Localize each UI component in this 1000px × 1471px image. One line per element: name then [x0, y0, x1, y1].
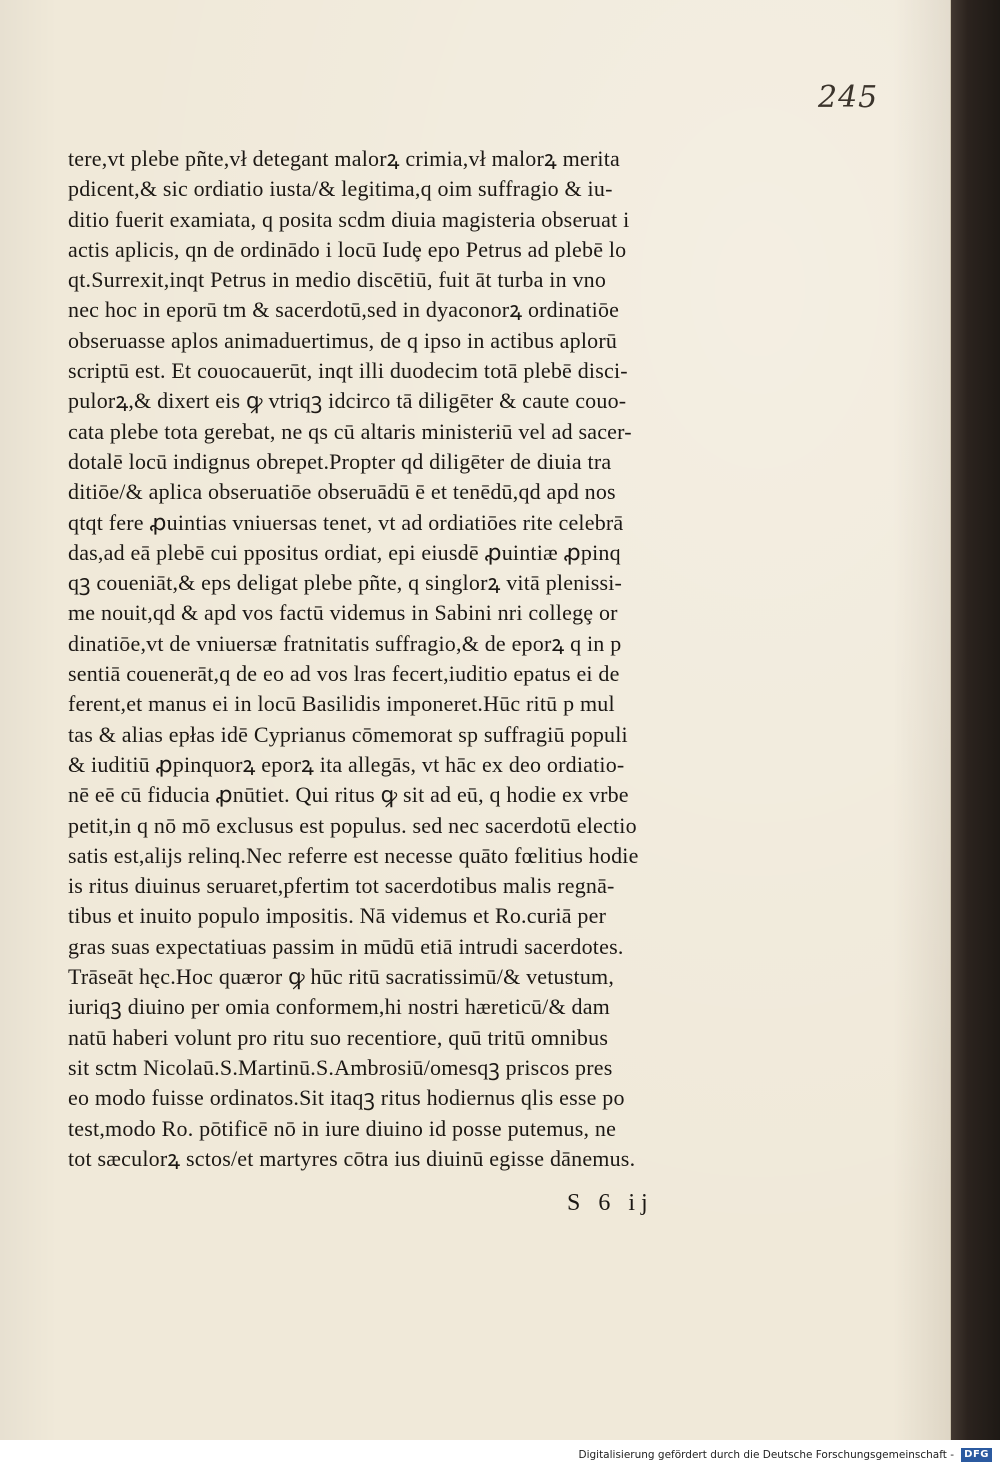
footer-bar: [0, 1440, 1000, 1471]
text-line: qtqt fere ꝓuintias vniuersas tenet, vt ad ordiatiōes rite celebrā: [68, 509, 624, 535]
text-line: dinatiōe,vt de vniuersæ fratnitatis suffragio,& de eporꝝ q in p: [68, 630, 622, 656]
text-line: is ritus diuinus seruaret,pfertim tot sacerdotibus malis regnā-: [68, 873, 615, 899]
text-line: tas & alias epłas idē Cyprianus cōmemorat sp suffragiū populi: [68, 721, 628, 747]
text-line: sit sctm Nicolaū.S.Martinū.S.Ambrosiū/omesqꝫ priscos pres: [68, 1054, 613, 1080]
text-line: Trāseāt hęc.Hoc quæror ꝙ hūc ritū sacratissimū/& vetustum,: [68, 964, 615, 990]
text-line: ditio fuerit examiata, q posita scdm diuia magisteria obseruat i: [68, 206, 630, 232]
text-line: obseruasse aplos animaduertimus, de q ipso in actibus aplorū: [68, 327, 618, 353]
text-line: dotalē locū indignus obrepet.Propter qd diligēter de diuia tra: [68, 448, 612, 474]
text-line: petit,in q nō mō exclusus est populus. sed nec sacerdotū electio: [68, 812, 637, 838]
text-line: test,modo Ro. pōtificē nō in iure diuino id posse putemus, ne: [68, 1115, 617, 1141]
funding-credit: Digitalisierung gefördert durch die Deutsche Forschungsgemeinschaft -: [578, 1449, 954, 1461]
text-line: actis aplicis, qn de ordinādo i locū Iudȩ epo Petrus ad plebē lo: [68, 236, 627, 262]
text-line: ditiōe/& aplica obseruatiōe obseruādū ē et tenēdū,qd apd nos: [68, 479, 616, 505]
text-line: nē eē cū fiducia ꝓnūtiet. Qui ritus ꝙ sit ad eū, q hodie ex vrbe: [68, 782, 629, 808]
text-line: ferent,et manus ei in locū Basilidis imponeret.Hūc ritū p mul: [68, 691, 615, 717]
text-line: cata plebe tota gerebat, ne qs cū altaris ministeriū vel ad sacer-: [68, 418, 632, 444]
text-line: natū haberi volunt pro ritu suo recentiore, quū tritū omnibus: [68, 1024, 609, 1050]
signature-mark: S 6 ij: [567, 1190, 654, 1216]
text-line: satis est,alijs relinq.Nec referre est necesse quāto fœlitius hodie: [68, 842, 639, 868]
text-line: & iuditiū ꝓpinquorꝝ eporꝝ ita allegās, vt hāc ex deo ordiatio-: [68, 751, 625, 777]
text-line: tot sæculorꝝ sctos/et martyres cōtra ius diuinū egisse dānemus.: [68, 1145, 636, 1171]
text-line: pulorꝝ,& dixert eis ꝙ vtriqꝫ idcirco tā diligēter & caute couo-: [68, 388, 627, 414]
text-line: eo modo fuisse ordinatos.Sit itaqꝫ ritus hodiernus qlis esse po: [68, 1085, 625, 1111]
dfg-logo: DFG: [961, 1448, 992, 1462]
text-line: nec hoc in eporū tm & sacerdotū,sed in dyaconorꝝ ordinatiōe: [68, 297, 620, 323]
text-line: scriptū est. Et couocauerūt, inqt illi duodecim totā plebē disci-: [68, 358, 628, 384]
text-line: qꝫ coueniāt,& eps deligat plebe pñte, q singlorꝝ vitā plenissi-: [68, 570, 623, 596]
text-line: me nouit,qd & apd vos factū videmus in Sabini nri collegȩ or: [68, 600, 618, 626]
text-line: iuriqꝫ diuino per omia conformem,hi nostri hæreticū/& dam: [68, 994, 610, 1020]
text-line: pdicent,& sic ordiatio iusta/& legitima,q oim suffragio & iu-: [68, 176, 613, 202]
text-line: sentiā couenerāt,q de eo ad vos lras fecert,iuditio epatus ei de: [68, 661, 620, 687]
text-line: qt.Surrexit,inqt Petrus in medio discētiū, fuit āt turba in vno: [68, 267, 607, 293]
folio-number: 245: [818, 80, 879, 115]
text-block: [68, 144, 728, 1174]
text-line: das,ad eā plebē cui ppositus ordiat, epi eiusdē ꝓuintiæ ꝓpinq: [68, 539, 621, 565]
text-line: gras suas expectatiuas passim in mūdū etiā intrudi sacerdotes.: [68, 933, 624, 959]
text-line: tere,vt plebe pñte,vł detegant malorꝝ crimia,vł malorꝝ merita: [68, 146, 620, 171]
text-line: tibus et inuito populo impositis. Nā videmus et Ro.curiā per: [68, 903, 607, 929]
book-edge: [946, 0, 1000, 1440]
